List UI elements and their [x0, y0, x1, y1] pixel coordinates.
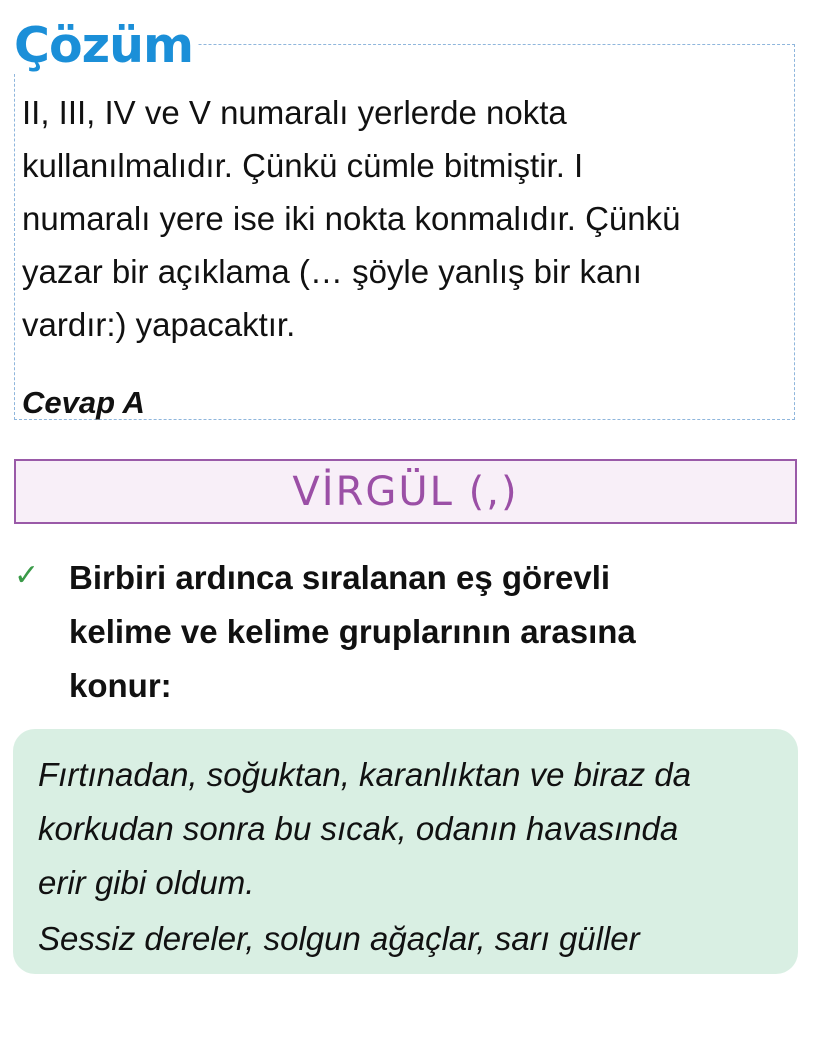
answer-label: Cevap A	[22, 385, 145, 420]
rule-line: konur:	[69, 667, 172, 704]
check-icon: ✓	[14, 559, 40, 592]
section-banner	[14, 459, 797, 524]
rule-line: kelime ve kelime gruplarının arasına	[69, 613, 636, 650]
example-line: erir gibi oldum.	[38, 864, 255, 901]
solution-line: vardır:) yapacaktır.	[22, 306, 296, 343]
rule-text	[69, 551, 789, 713]
solution-line: II, III, IV ve V numaralı yerlerde nokta	[22, 94, 567, 131]
solution-line: yazar bir açıklama (… şöyle yanlış bir kanı	[22, 253, 642, 290]
example-line: korkudan sonra bu sıcak, odanın havasında	[38, 810, 679, 847]
solution-line: numaralı yere ise iki nokta konmalıdır. Çünkü	[22, 200, 681, 237]
solution-title: Çözüm	[14, 18, 197, 74]
section-title: VİRGÜL (,)	[292, 468, 519, 515]
example-line: Sessiz dereler, solgun ağaçlar, sarı güller	[38, 920, 640, 957]
rule-line: Birbiri ardınca sıralanan eş görevli	[69, 559, 611, 596]
solution-text	[22, 86, 790, 351]
example-line: Fırtınadan, soğuktan, karanlıktan ve biraz da	[38, 756, 692, 793]
solution-line: kullanılmalıdır. Çünkü cümle bitmiştir. I	[22, 147, 584, 184]
